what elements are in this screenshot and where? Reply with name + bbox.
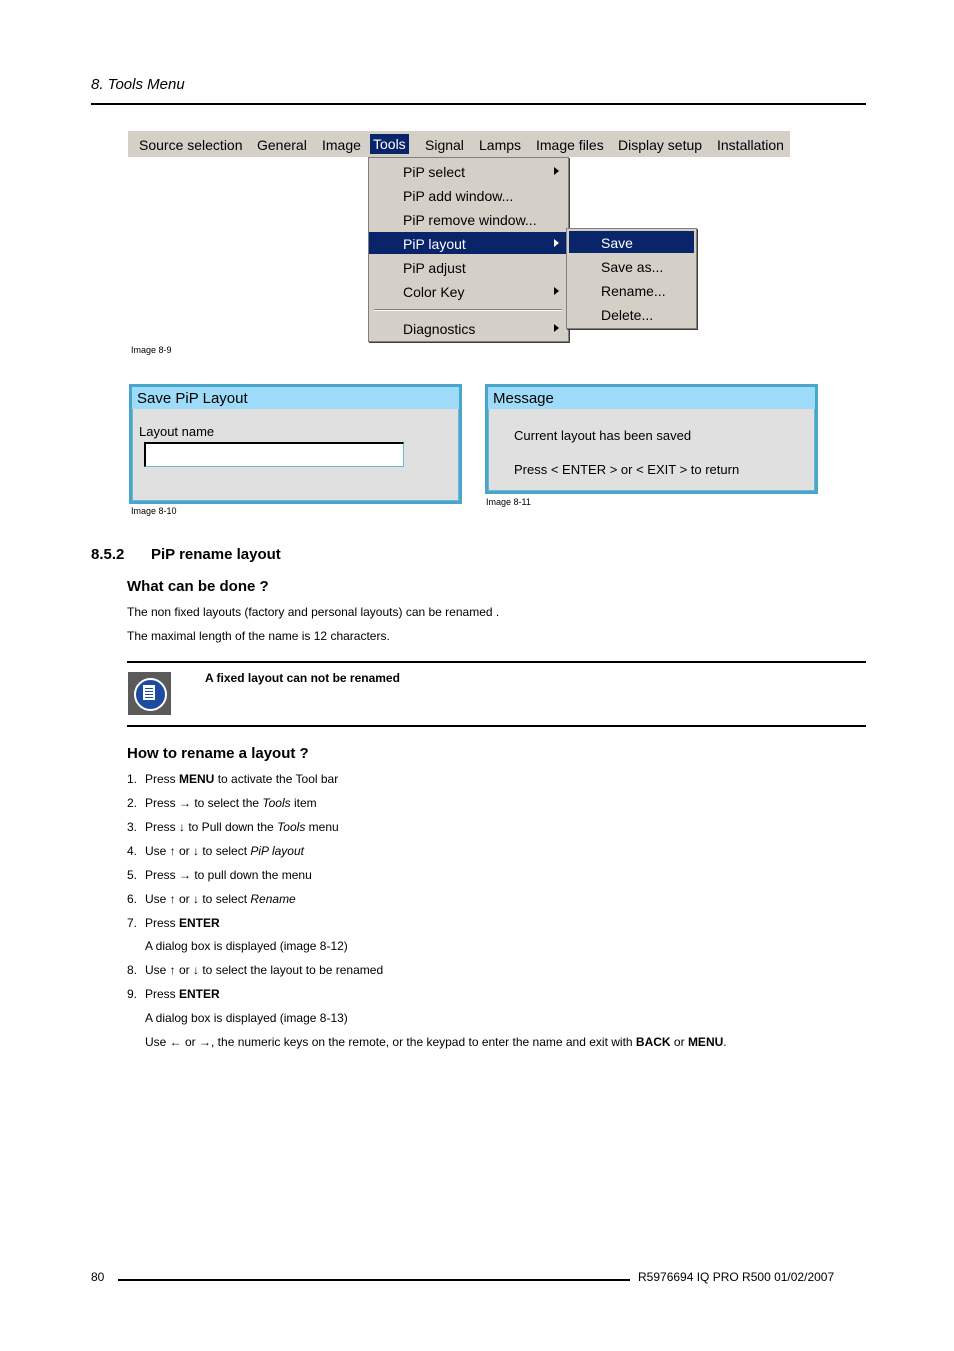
step-text: menu (305, 820, 339, 834)
step-detail: A dialog box is displayed (image 8-13) (145, 1011, 348, 1025)
step-number: 6. (127, 892, 138, 906)
message-dialog (485, 384, 818, 494)
paragraph: The non fixed layouts (factory and personal layouts) can be renamed . (127, 605, 500, 619)
menu-tools[interactable]: Tools (370, 134, 409, 154)
step-text: Press → to pull down the menu (145, 868, 312, 882)
image-caption: Image 8-10 (131, 506, 177, 516)
layout-name-input[interactable] (144, 442, 404, 467)
layout-name-label: Layout name (139, 424, 215, 439)
note-text: A fixed layout can not be renamed (205, 671, 400, 685)
note-top-rule (127, 661, 866, 663)
step-text: Press (145, 772, 180, 786)
item-label: PiP remove window... (403, 212, 537, 228)
step-key: MENU (687, 1035, 724, 1049)
tools-item-pip-remove-window[interactable] (369, 208, 568, 230)
step-text: Press (145, 987, 180, 1001)
submenu-arrow-icon (554, 324, 559, 332)
step-number: 7. (127, 916, 138, 930)
image-caption: Image 8-9 (131, 345, 172, 355)
dialog-title: Save PiP Layout (132, 387, 459, 409)
submenu-arrow-icon (554, 287, 559, 295)
chapter-header: 8. Tools Menu (91, 76, 185, 93)
tools-dropdown (368, 157, 569, 342)
submenu-arrow-icon (554, 167, 559, 175)
menu-lamps[interactable]: Lamps (479, 137, 522, 153)
item-label: Save as... (601, 259, 664, 275)
item-label: PiP layout (403, 236, 466, 252)
step-detail: A dialog box is displayed (image 8-12) (145, 939, 348, 953)
step-number: 8. (127, 963, 138, 977)
header-rule (91, 103, 866, 105)
item-label: Diagnostics (403, 321, 476, 337)
message-line-1: Current layout has been saved (514, 428, 692, 443)
menu-bar (128, 131, 790, 157)
step-text: . (723, 1035, 727, 1049)
document-reference: R5976694 IQ PRO R500 01/02/2007 (638, 1270, 835, 1284)
submenu-arrow-icon (554, 239, 559, 247)
step-term: Tools (262, 796, 291, 810)
step-key: ENTER (179, 987, 220, 1001)
tools-item-pip-select[interactable] (369, 160, 568, 182)
what-heading: What can be done ? (127, 578, 269, 595)
menu-installation[interactable]: Installation (717, 137, 784, 153)
step-text: Press (145, 916, 180, 930)
tools-item-pip-layout[interactable] (369, 232, 568, 254)
item-label: Color Key (403, 284, 465, 300)
item-label: PiP select (403, 164, 465, 180)
menu-image-files[interactable]: Image files (536, 137, 604, 153)
step-text: Use ↑ or ↓ to select (145, 892, 251, 906)
step-number: 1. (127, 772, 138, 786)
item-label: Rename... (601, 283, 666, 299)
page-number: 80 (91, 1270, 105, 1284)
menu-signal[interactable]: Signal (425, 137, 464, 153)
step-text: Use ↑ or ↓ to select (145, 844, 251, 858)
tools-item-pip-adjust[interactable] (369, 256, 568, 278)
step-key: MENU (179, 772, 215, 786)
step-text: to activate the Tool bar (214, 772, 339, 786)
dialog-title: Message (488, 387, 815, 409)
step-key: BACK (635, 1035, 671, 1049)
step-number: 4. (127, 844, 138, 858)
note-icon (128, 672, 171, 715)
document-icon (143, 685, 155, 700)
submenu-item-rename[interactable] (569, 279, 694, 301)
step-number: 3. (127, 820, 138, 834)
tools-item-diagnostics[interactable] (369, 317, 568, 339)
menu-source-selection[interactable]: Source selection (139, 137, 243, 153)
step-text: Use ← or →, the numeric keys on the remote, or the keypad to enter the name and exit with (145, 1035, 636, 1049)
section-title: PiP rename layout (151, 546, 281, 563)
step-detail (145, 1035, 727, 1049)
item-label: Save (601, 235, 633, 251)
menu-separator (374, 309, 562, 311)
step-number: 5. (127, 868, 138, 882)
step-text: Use ↑ or ↓ to select the layout to be renamed (145, 963, 384, 977)
step-text: Press ↓ to Pull down the (145, 820, 278, 834)
tools-item-color-key[interactable] (369, 280, 568, 302)
save-pip-layout-dialog (129, 384, 462, 504)
step-term: PiP layout (250, 844, 304, 858)
note-bottom-rule (127, 725, 866, 727)
step-number: 2. (127, 796, 138, 810)
step-text: Press → to select the (145, 796, 263, 810)
item-label: PiP add window... (403, 188, 514, 204)
how-heading: How to rename a layout ? (127, 745, 309, 762)
step-text: item (290, 796, 317, 810)
item-label: Delete... (601, 307, 654, 323)
step-text: or (670, 1035, 688, 1049)
menu-image[interactable]: Image (322, 137, 361, 153)
paragraph: The maximal length of the name is 12 characters. (127, 629, 390, 643)
step-key: ENTER (179, 916, 220, 930)
step-term: Tools (277, 820, 306, 834)
menu-display-setup[interactable]: Display setup (618, 137, 703, 153)
image-caption: Image 8-11 (486, 497, 531, 507)
submenu-item-save[interactable] (569, 231, 694, 253)
pip-layout-submenu (566, 228, 697, 329)
section-number: 8.5.2 (91, 546, 125, 563)
step-number: 9. (127, 987, 138, 1001)
message-line-2: Press < ENTER > or < EXIT > to return (514, 462, 740, 477)
step-term: Rename (250, 892, 296, 906)
tools-item-pip-add-window[interactable] (369, 184, 568, 206)
item-label: PiP adjust (403, 260, 466, 276)
submenu-item-save-as[interactable] (569, 255, 694, 277)
footer-rule (118, 1279, 630, 1281)
submenu-item-delete[interactable] (569, 303, 694, 325)
menu-general[interactable]: General (257, 137, 307, 153)
